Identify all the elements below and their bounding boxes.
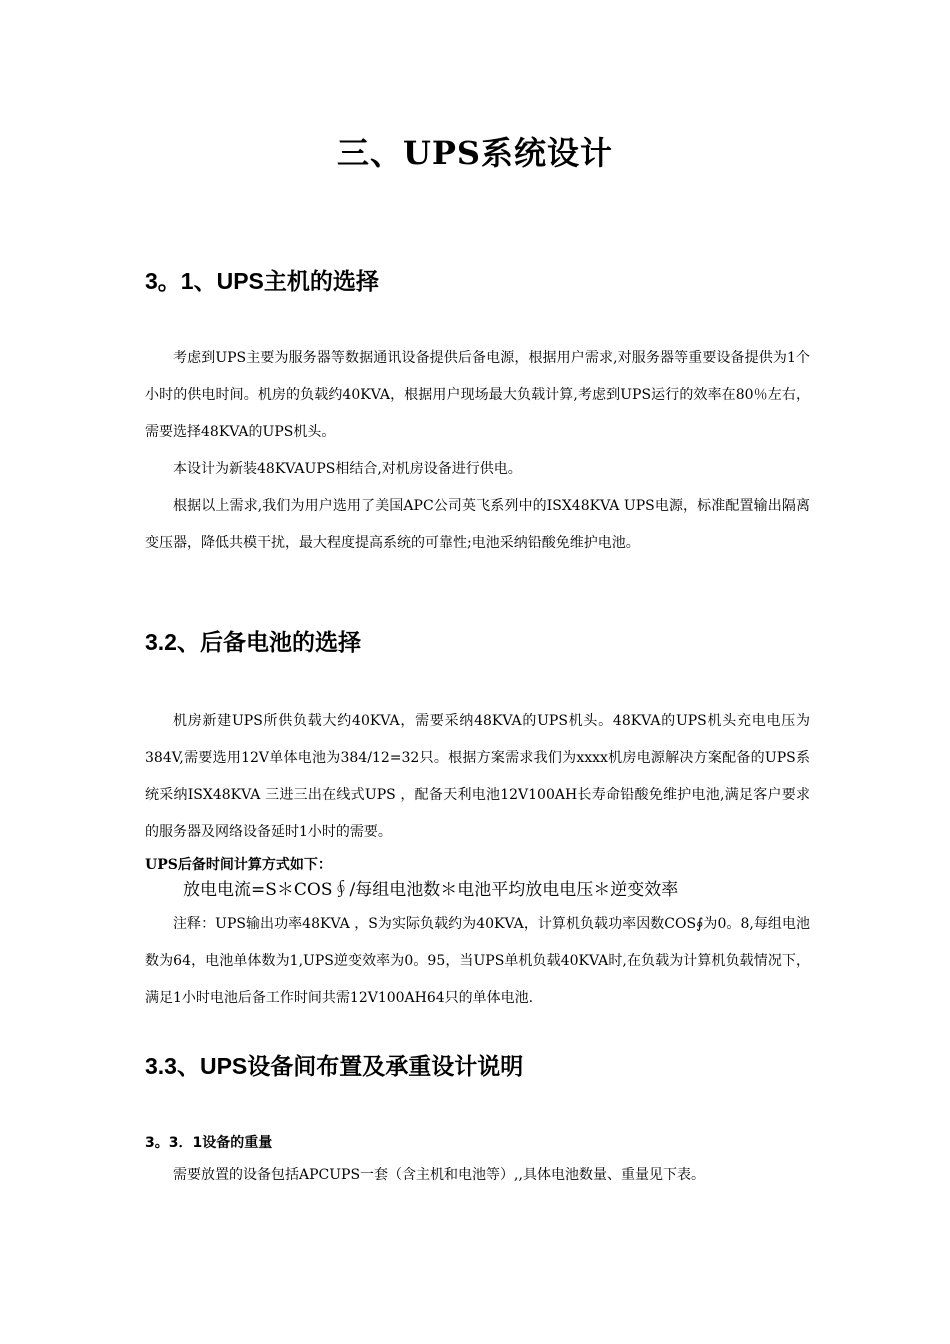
paragraph-battery-selection: 机房新建UPS所供负载大约40KVA，需要采纳48KVA的UPS机头。48KVA的UPS机头充电电压为384V,需要选用12V单体电池为384/12=32只。根据方案需求我们为xxxx机房电源解决方案配备的UPS系统采纳ISX48KVA 三进三出在线式UPS ，配备天利电池12V100AH长寿命铅酸免维护电池,满足客户要求的服务器及网络设备延时1小时的需要。 bbox=[145, 713, 810, 840]
section-heading-3-2: 3.2、后备电池的选择 bbox=[145, 629, 361, 655]
subheading-equipment-weight: 3。3．1设备的重量 bbox=[145, 1135, 273, 1151]
page-title: 三、UPS系统设计 bbox=[336, 134, 614, 172]
section-heading-3-1: 3。1、UPS主机的选择 bbox=[145, 268, 379, 294]
paragraph-new-install: 本设计为新装48KVAUPS相结合,对机房设备进行供电。 bbox=[173, 461, 522, 477]
paragraph-equipment-list: 需要放置的设备包括APCUPS一套（含主机和电池等）,,具体电池数量、重量见下表。 bbox=[173, 1167, 705, 1183]
paragraph-note: 注释：UPS输出功率48KVA ，S为实际负载约为40KVA，计算机负载功率因数COS∮为0。8,每组电池数为64，电池单体数为1,UPS逆变效率为0。95，当UPS单机负载40KVA时,在负载为计算机负载情况下，满足1小时电池后备工作时间共需12V100AH64只的单体电池. bbox=[145, 916, 810, 1006]
subheading-backup-time: UPS后备时间计算方式如下： bbox=[145, 857, 332, 873]
section-heading-3-3: 3.3、UPS设备间布置及承重设计说明 bbox=[145, 1053, 524, 1079]
formula-discharge-current: 放电电流=S＊COS∮/每组电池数＊电池平均放电电压＊逆变效率 bbox=[183, 880, 679, 900]
paragraph-ups-requirements: 考虑到UPS主要为服务器等数据通讯设备提供后备电源，根据用户需求,对服务器等重要设备提供为1个小时的供电时间。机房的负载约40KVA，根据用户现场最大负载计算,考虑到UPS运行的效率在80％左右，需要选择48KVA的UPS机头。 bbox=[145, 350, 810, 440]
paragraph-apc-selection: 根据以上需求,我们为用户选用了美国APC公司英飞系列中的ISX48KVA UPS电源，标准配置输出隔离变压器，降低共模干扰，最大程度提高系统的可靠性;电池采纳铅酸免维护电池。 bbox=[145, 498, 810, 551]
